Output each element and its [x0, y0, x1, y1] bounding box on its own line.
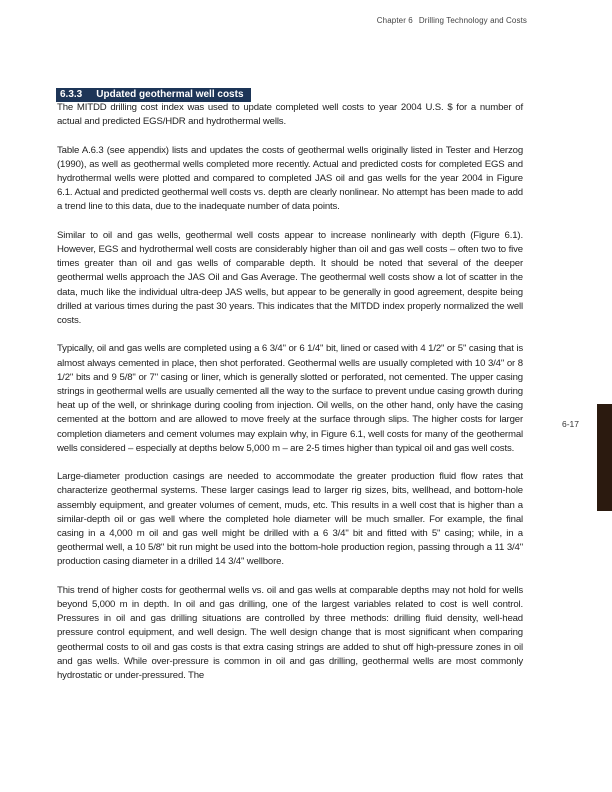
paragraph: Typically, oil and gas wells are completed using a 6 3/4" or 6 1/4" bit, lined or cased with 4 1/2" or 5" casing that is almost always cemented in place, then shot perforated. Geothermal wells are usually completed with 10 3/4" or 8 1/2" bits and 9 5/8" or 7" casing or liner, which is generally slotted or perforated, not cemented. The upper casing strings in geothermal wells are usually cemented all the way to the surface to prevent undue casing growth during heat up of the well, or shrinkage during cooling from injection. Oil wells, on the other hand, only have the casing cemented at the bottom and are allowed to move freely at the surface through slips. The higher costs for larger completion diameters and cement volumes may explain why, in Figure 6.1, well costs for many of the geothermal wells considered – especially at depths below 5,000 m – are 2-5 times higher than typical oil and gas well costs.	[57, 343, 523, 454]
running-header	[371, 16, 527, 25]
chapter-label: Chapter 6	[376, 16, 413, 25]
section-number: 6.3.3	[60, 89, 83, 100]
paragraph: The MITDD drilling cost index was used to update completed well costs to year 2004 U.S. $ for a number of actual and predicted EGS/HDR and hydrothermal wells.	[57, 102, 523, 128]
section-heading	[56, 88, 251, 102]
paragraph: Similar to oil and gas wells, geothermal well costs appear to increase nonlinearly with depth (Figure 6.1). However, EGS and hydrothermal well costs are considerably higher than oil and gas well costs – often two to five times greater than oil and gas wells of comparable depth. It should be noted that several of the deeper geothermal wells approach the JAS Oil and Gas Average. The geothermal well costs show a lot of scatter in the data, much like the individual ultra-deep JAS wells, but appear to be generally in good agreement, despite being drilled at various times during the past 30 years. This indicates that the MITDD index properly normalized the well costs.	[57, 229, 523, 327]
chapter-title: Drilling Technology and Costs	[418, 16, 527, 25]
paragraph: Table A.6.3 (see appendix) lists and updates the costs of geothermal wells originally listed in Tester and Herzog (1990), as well as geothermal wells completed more recently. Actual and predicted costs for completed EGS and hydrothermal wells were plotted and compared to completed JAS oil and gas wells for the year 2004 in Figure 6.1. Actual and predicted geothermal well costs vs. depth are clearly nonlinear. No attempt has been made to add a trend line to this data, due to the inadequate number of data points.	[57, 144, 523, 213]
section-title: Updated geothermal well costs	[96, 89, 244, 100]
chapter-side-tab	[597, 404, 612, 511]
body-text	[57, 101, 523, 697]
paragraph: Large-diameter production casings are needed to accommodate the greater production fluid flow rates that characterize geothermal systems. These larger casings lead to larger rig sizes, bits, wellhead, and bottom-hole assembly equipment, and greater volumes of cement, muds, etc. This results in a well cost that is higher than a similar-depth oil or gas well where the completed hole diameter will be much smaller. For example, the final casing in a 4,000 m oil and gas well might be drilled with a 6 3/4" bit and fitted with 5" casing; while, in a geothermal well, a 10 5/8" bit run might be used into the bottom-hole production region, passing through a 11 3/4" production casing diameter in a drilled 14 3/4" wellbore.	[57, 471, 523, 568]
page-number: 6-17	[562, 419, 580, 429]
paragraph: This trend of higher costs for geothermal wells vs. oil and gas wells at comparable depths may not hold for wells beyond 5,000 m in depth. In oil and gas drilling, one of the largest variables related to cost is well control. Pressures in oil and gas drilling situations are controlled by three methods: drilling fluid density, well-head pressure control equipment, and well design. The well design change that is most significant when comparing geothermal costs to oil and gas costs is that extra casing strings are added to shut off high-pressure zones in oil and gas wells. While over-pressure is common in oil and gas drilling, geothermal wells are most commonly hydrostatic or under-pressured. The	[57, 584, 523, 682]
